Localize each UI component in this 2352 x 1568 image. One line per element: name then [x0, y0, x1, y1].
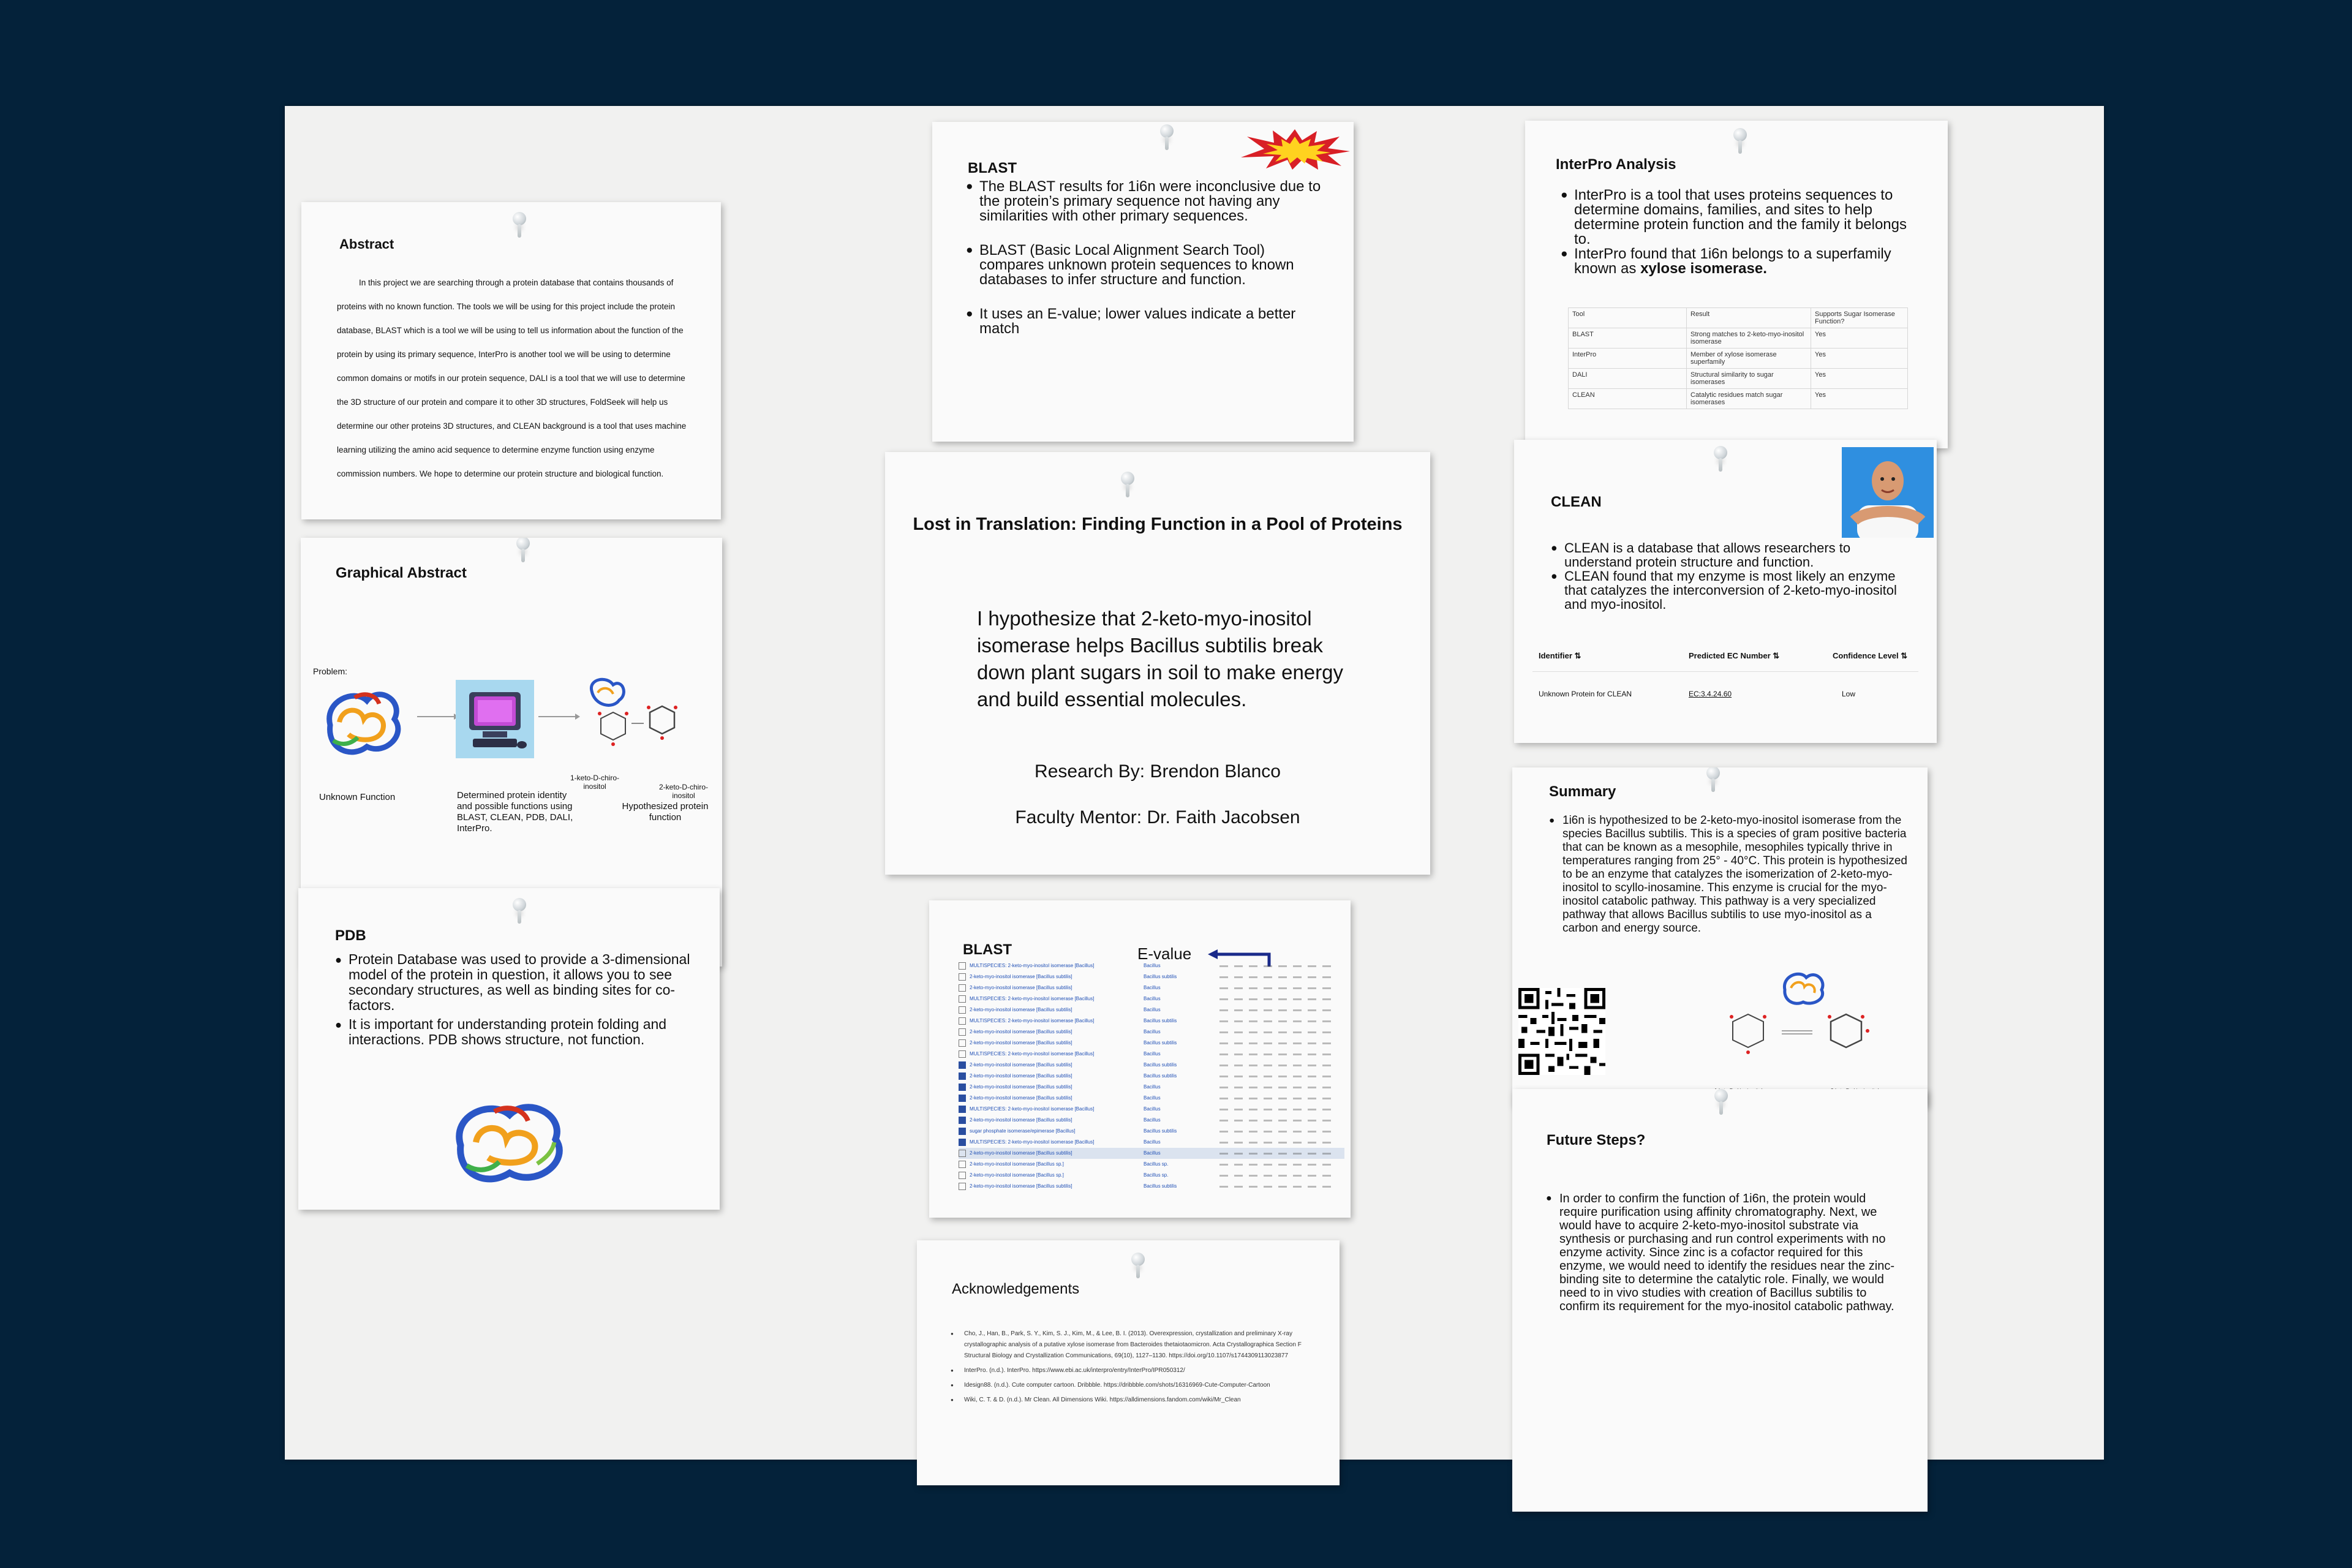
result-description-link[interactable]: MULTISPECIES: 2-keto-myo-inositol isomerase [Bacillus] [970, 996, 1095, 1001]
computer-cartoon-image [456, 680, 534, 758]
abstract-body: In this project we are searching through a protein database that contains thousands of proteins with no known function. The tools we will be using for this project include the protein database, BLAST which is a tool we will be using to tell us information about the function of the protein by using its primary sequence, InterPro is another tool we will be using to determine common domains or motifs in our protein sequence, DALI is a tool that we will use to determine the 3D structure of our protein and compare it to other 3D structures, FoldSeek will help us determine our other proteins 3D structures, and CLEAN background is a tool that uses machine learning utilizing the amino acid sequence to determine enzyme function using enzyme commission numbers. We hope to determine our protein structure and biological function. [337, 278, 687, 478]
title-card [885, 452, 1430, 875]
row-select-cell [959, 982, 1135, 993]
row-select-cell [959, 1049, 1135, 1060]
result-description-link[interactable]: 2-keto-myo-inositol isomerase [Bacillus subtilis] [970, 1073, 1072, 1079]
interpro-card [1525, 121, 1948, 448]
abstract-title: Abstract [339, 236, 394, 252]
row-checkbox[interactable] [959, 1106, 966, 1113]
clean-bullets [1551, 541, 1918, 611]
blast-info-title: BLAST [968, 160, 1017, 176]
result-scores [1219, 1031, 1336, 1033]
table-cell: Yes [1811, 369, 1908, 389]
row-select-cell [959, 1071, 1135, 1082]
row-checkbox[interactable] [959, 1061, 966, 1069]
result-organism-link[interactable]: Bacillus [1144, 1051, 1161, 1057]
pushpin [1121, 472, 1134, 485]
unknown-protein-image [318, 682, 410, 762]
interpro-bullets [1561, 188, 1922, 276]
summary-compounds-image [1714, 1003, 1886, 1065]
acknowledgements-card [917, 1240, 1340, 1485]
result-organism-link[interactable]: Bacillus [1144, 1095, 1161, 1101]
sort-icon[interactable]: ⇅ [1574, 651, 1581, 660]
compound1-label: 1-keto-D-chiro-inositol [570, 774, 620, 791]
result-scores [1219, 1054, 1336, 1055]
blast-result-row[interactable] [959, 1170, 1344, 1181]
result-description-link[interactable]: 2-keto-myo-inositol isomerase [Bacillus subtilis] [970, 1007, 1072, 1012]
result-organism-link[interactable]: Bacillus [1144, 1029, 1161, 1035]
blast-result-row[interactable] [959, 1016, 1344, 1027]
summary-bullets [1549, 814, 1910, 935]
future-steps-bullets [1546, 1192, 1907, 1313]
table-cell: Yes [1811, 328, 1908, 349]
clean-card [1514, 440, 1937, 743]
row-checkbox[interactable] [959, 1172, 966, 1179]
table-cell: Structural similarity to sugar isomerases [1687, 369, 1811, 389]
clean-bullet: ● CLEAN is a database that allows researchers to understand protein structure and function. [1551, 541, 1918, 569]
blast-result-row[interactable] [959, 1137, 1344, 1148]
column-identifier [1539, 651, 1581, 661]
row-checkbox[interactable] [959, 1039, 966, 1047]
pushpin [1733, 128, 1747, 141]
result-scores [1219, 1042, 1336, 1044]
column-ec-number [1689, 651, 1779, 661]
result-scores [1219, 1142, 1336, 1144]
protein-3d-model-image [445, 1093, 574, 1191]
row-select-cell [959, 1005, 1135, 1016]
hypothesis-text: I hypothesize that 2-keto-myo-inositol isomerase helps Bacillus subtilis break down plant sugars in soil to make energy and build essential molecules. [977, 607, 1343, 710]
pushpin [513, 212, 526, 225]
clean-row-identifier: Unknown Protein for CLEAN [1539, 690, 1632, 698]
row-checkbox[interactable] [959, 1006, 966, 1014]
result-organism-link[interactable]: Bacillus subtilis [1144, 1183, 1177, 1189]
arrow-icon [417, 710, 460, 723]
table-header: Supports Sugar Isomerase Function? [1811, 308, 1908, 328]
mr-clean-image [1842, 447, 1934, 538]
poster-title: Lost in Translation: Finding Function in a Pool of Proteins [913, 514, 1403, 534]
table-header: Tool [1569, 308, 1687, 328]
clean-title: CLEAN [1551, 494, 1602, 510]
row-select-cell [959, 1038, 1135, 1049]
result-scores [1219, 1131, 1336, 1133]
blast-result-row[interactable] [959, 982, 1344, 993]
row-checkbox[interactable] [959, 1161, 966, 1168]
reference-item: ● InterPro. (n.d.). InterPro. https://www.ebi.ac.uk/interpro/entry/InterPro/IPR050312/ [951, 1365, 1306, 1376]
blast-result-row[interactable] [959, 1181, 1344, 1192]
qr-code [1518, 988, 1605, 1075]
column-confidence [1833, 651, 1907, 661]
blast-result-row[interactable] [959, 1060, 1344, 1071]
result-scores [1219, 1009, 1336, 1011]
row-checkbox[interactable] [959, 1150, 966, 1157]
result-description-link[interactable]: 2-keto-myo-inositol isomerase [Bacillus subtilis] [970, 1117, 1072, 1123]
abstract-card [301, 202, 721, 519]
interpro-bullet: ● InterPro is a tool that uses proteins sequences to determine domains, families, and sites to help determine protein function and the family it belongs to. [1561, 188, 1922, 247]
faculty-mentor: Faculty Mentor: Dr. Faith Jacobsen [1015, 807, 1300, 827]
row-select-cell [959, 1137, 1135, 1148]
future-steps-card [1512, 1089, 1928, 1512]
result-organism-link[interactable]: Bacillus [1144, 1150, 1161, 1156]
pushpin [513, 898, 526, 911]
blast-result-row[interactable] [959, 1159, 1344, 1170]
result-organism-link[interactable]: Bacillus subtilis [1144, 1073, 1177, 1079]
blast-result-row[interactable] [959, 1104, 1344, 1115]
starburst-icon [1238, 128, 1352, 171]
row-checkbox[interactable] [959, 984, 966, 992]
pdb-card [298, 888, 720, 1210]
result-description-link[interactable]: sugar phosphate isomerase/epimerase [Bacillus] [970, 1128, 1076, 1134]
blast-info-bullets [966, 179, 1327, 336]
research-by: Research By: Brendon Blanco [1035, 761, 1281, 782]
reference-list [951, 1329, 1306, 1406]
table-header: Result [1687, 308, 1811, 328]
graphical-abstract-title: Graphical Abstract [336, 565, 467, 581]
acknowledgements-title: Acknowledgements [952, 1281, 1080, 1297]
blast-result-row[interactable] [959, 1148, 1344, 1159]
reference-item: ● Idesign88. (n.d.). Cute computer cartoon. Dribbble. https://dribbble.com/shots/16316969-Cute-Computer-Cartoon [951, 1380, 1306, 1391]
row-checkbox[interactable] [959, 1183, 966, 1190]
row-checkbox[interactable] [959, 1017, 966, 1025]
pushpin [1706, 767, 1720, 780]
row-select-cell [959, 1082, 1135, 1093]
blast-result-row[interactable] [959, 1126, 1344, 1137]
table-cell: Yes [1811, 389, 1908, 409]
result-description-link[interactable]: MULTISPECIES: 2-keto-myo-inositol isomerase [Bacillus] [970, 1106, 1095, 1112]
row-select-cell [959, 1027, 1135, 1038]
result-organism-link[interactable]: Bacillus subtilis [1144, 1040, 1177, 1046]
result-scores [1219, 1164, 1336, 1166]
result-description-link[interactable]: 2-keto-myo-inositol isomerase [Bacillus sp.] [970, 1161, 1064, 1167]
clean-row-confidence: Low [1842, 690, 1856, 698]
result-scores [1219, 1186, 1336, 1188]
result-description-link[interactable]: MULTISPECIES: 2-keto-myo-inositol isomerase [Bacillus] [970, 1139, 1095, 1145]
pdb-bullet: ● It is important for understanding protein folding and interactions. PDB shows structure, not function. [335, 1017, 690, 1047]
row-checkbox[interactable] [959, 1117, 966, 1124]
row-checkbox[interactable] [959, 1050, 966, 1058]
row-select-cell [959, 1093, 1135, 1104]
row-checkbox[interactable] [959, 1028, 966, 1036]
summary-bullet: ● 1i6n is hypothesized to be 2-keto-myo-inositol isomerase from the species Bacillus subtilis. This is a species of gram positive bacteria that can be known as a mesophile, mesophiles typically thrive in temperatures ranging from 25° - 40°C. This protein is hypothesized to be an enzyme that catalyzes the isomerization of 2-keto-myo-inositol to scyllo-inosamine. This enzyme is crucial for the myo-inositol catabolic pathway. This pathway is a very specialized pathway that allows Bacillus subtilis to use myo-inositol as a carbon and energy source. [1549, 814, 1910, 935]
xylose-isomerase-text: xylose isomerase. [1640, 260, 1767, 277]
result-organism-link[interactable]: Bacillus [1144, 985, 1161, 990]
result-description-link[interactable]: 2-keto-myo-inositol isomerase [Bacillus subtilis] [970, 974, 1072, 979]
row-select-cell [959, 1016, 1135, 1027]
row-checkbox[interactable] [959, 1095, 966, 1102]
result-description-link[interactable]: 2-keto-myo-inositol isomerase [Bacillus sp.] [970, 1172, 1064, 1178]
result-description-link[interactable]: MULTISPECIES: 2-keto-myo-inositol isomerase [Bacillus] [970, 963, 1095, 968]
row-select-cell [959, 1170, 1135, 1181]
pushpin [1160, 124, 1174, 138]
future-steps-bullet: ● In order to confirm the function of 1i6n, the protein would require purification using affinity chromatography. Next, we would have to acquire 2-keto-myo-inositol substrate via synthesis or purchasing and run control experiments with no enzyme activity. Since zinc is a cofactor required for this enzyme, we would need to identify the residues near the zinc-binding site to determine the catalytic role. Finally, we would need to in vivo studies with creation of Bacillus subtilis to confirm its requirement for the myo-inositol catabolic pathway. [1546, 1192, 1907, 1313]
result-description-link[interactable]: 2-keto-myo-inositol isomerase [Bacillus subtilis] [970, 1150, 1072, 1156]
row-checkbox[interactable] [959, 1128, 966, 1135]
row-select-cell [959, 1060, 1135, 1071]
table-cell: Strong matches to 2-keto-myo-inositol isomerase [1687, 328, 1811, 349]
blast-bullet: ● The BLAST results for 1i6n were inconclusive due to the protein’s primary sequence not having any similarities with other primary sequences. [966, 179, 1327, 224]
result-organism-link[interactable]: Bacillus [1144, 1106, 1161, 1112]
table-cell: Yes [1811, 349, 1908, 369]
hypothesized-label: Hypothesized protein function [622, 801, 709, 823]
interpro-tool-table [1568, 307, 1908, 409]
protein-with-compounds-image [579, 676, 687, 764]
table-cell: DALI [1569, 369, 1687, 389]
result-scores [1219, 1020, 1336, 1022]
unknown-function-label: Unknown Function [319, 792, 396, 802]
row-select-cell [959, 1181, 1135, 1192]
row-checkbox[interactable] [959, 1084, 966, 1091]
pdb-title: PDB [335, 927, 366, 944]
reference-item: ● Wiki, C. T. & D. (n.d.). Mr Clean. All Dimensions Wiki. https://alldimensions.fandom.com/wiki/Mr_Clean [951, 1395, 1306, 1406]
blast-result-row[interactable] [959, 1082, 1344, 1093]
blast-result-row[interactable] [959, 960, 1344, 971]
sort-icon[interactable]: ⇅ [1901, 651, 1908, 660]
blast-result-row[interactable] [959, 993, 1344, 1005]
result-organism-link[interactable]: Bacillus sp. [1144, 1172, 1169, 1178]
result-scores [1219, 1087, 1336, 1088]
summary-card [1512, 767, 1928, 1106]
result-description-link[interactable]: 2-keto-myo-inositol isomerase [Bacillus subtilis] [970, 1183, 1072, 1189]
determined-label: Determined protein identity and possible functions using BLAST, CLEAN, PDB, DALI, InterPro. [457, 790, 573, 834]
column-label: Confidence Level [1833, 651, 1899, 660]
blast-result-row[interactable] [959, 1071, 1344, 1082]
poster-board [285, 106, 2104, 1460]
row-checkbox[interactable] [959, 962, 966, 970]
blast-result-row[interactable] [959, 971, 1344, 982]
clean-row-ec-link[interactable]: EC:3.4.24.60 [1689, 690, 1732, 698]
row-checkbox[interactable] [959, 1139, 966, 1146]
row-select-cell [959, 1159, 1135, 1170]
result-scores [1219, 987, 1336, 989]
result-description-link[interactable]: 2-keto-myo-inositol isomerase [Bacillus subtilis] [970, 1062, 1072, 1068]
result-scores [1219, 965, 1336, 967]
result-description-link[interactable]: 2-keto-myo-inositol isomerase [Bacillus subtilis] [970, 1029, 1072, 1035]
table-cell: Catalytic residues match sugar isomerases [1687, 389, 1811, 409]
result-organism-link[interactable]: Bacillus [1144, 996, 1161, 1001]
result-organism-link[interactable]: Bacillus [1144, 1084, 1161, 1090]
row-select-cell [959, 1115, 1135, 1126]
row-checkbox[interactable] [959, 995, 966, 1003]
result-organism-link[interactable]: Bacillus [1144, 1139, 1161, 1145]
clean-bullet: ● CLEAN found that my enzyme is most likely an enzyme that catalyzes the interconversion of 2-keto-myo-inositol and myo-inositol. [1551, 569, 1918, 611]
row-select-cell [959, 1148, 1135, 1159]
pdb-bullets [335, 952, 690, 1047]
result-description-link[interactable]: 2-keto-myo-inositol isomerase [Bacillus subtilis] [970, 1040, 1072, 1046]
result-scores [1219, 1153, 1336, 1155]
summary-title: Summary [1549, 783, 1616, 800]
row-select-cell [959, 1126, 1135, 1137]
result-description-link[interactable]: MULTISPECIES: 2-keto-myo-inositol isomerase [Bacillus] [970, 1018, 1095, 1023]
interpro-title: InterPro Analysis [1556, 156, 1676, 173]
result-organism-link[interactable]: Bacillus subtilis [1144, 1062, 1177, 1068]
blast-result-row[interactable] [959, 1005, 1344, 1016]
row-select-cell [959, 993, 1135, 1005]
row-select-cell [959, 1104, 1135, 1115]
result-scores [1219, 1076, 1336, 1077]
sort-icon[interactable]: ⇅ [1773, 651, 1780, 660]
result-organism-link[interactable]: Bacillus [1144, 1117, 1161, 1123]
result-organism-link[interactable]: Bacillus subtilis [1144, 974, 1177, 979]
result-organism-link[interactable]: Bacillus sp. [1144, 1161, 1169, 1167]
blast-info-card [932, 122, 1354, 442]
result-organism-link[interactable]: Bacillus [1144, 963, 1161, 968]
result-organism-link[interactable]: Bacillus [1144, 1007, 1161, 1012]
interpro-bullet [1561, 247, 1922, 276]
row-select-cell [959, 960, 1135, 971]
row-checkbox[interactable] [959, 1072, 966, 1080]
blast-results-title: BLAST [963, 941, 1012, 958]
blast-result-row[interactable] [959, 1049, 1344, 1060]
pushpin [1714, 1089, 1728, 1102]
pdb-bullet: ● Protein Database was used to provide a 3-dimensional model of the protein in question, it allows you to see secondary structures, as well as binding sites for co-factors. [335, 952, 690, 1013]
pushpin [1714, 446, 1727, 459]
result-scores [1219, 1065, 1336, 1066]
evalue-label: E-value [1137, 944, 1192, 963]
result-scores [1219, 1175, 1336, 1177]
result-organism-link[interactable]: Bacillus subtilis [1144, 1128, 1177, 1134]
column-label: Identifier [1539, 651, 1572, 660]
result-organism-link[interactable]: Bacillus subtilis [1144, 1018, 1177, 1023]
result-scores [1219, 998, 1336, 1000]
result-scores [1219, 1109, 1336, 1110]
blast-results-table [959, 960, 1344, 1192]
compound2-label: 2-keto-D-chiro-inositol [659, 783, 709, 800]
blast-result-row[interactable] [959, 1093, 1344, 1104]
blast-result-row[interactable] [959, 1027, 1344, 1038]
column-label: Predicted EC Number [1689, 651, 1771, 660]
table-cell: Member of xylose isomerase superfamily [1687, 349, 1811, 369]
row-checkbox[interactable] [959, 973, 966, 981]
result-description-link[interactable]: 2-keto-myo-inositol isomerase [Bacillus subtilis] [970, 985, 1072, 990]
summary-protein-image [1779, 968, 1828, 1006]
blast-result-row[interactable] [959, 1038, 1344, 1049]
table-cell: CLEAN [1569, 389, 1687, 409]
reference-item: ● Cho, J., Han, B., Park, S. Y., Kim, S. J., Kim, M., & Lee, B. I. (2013). Overexpression, crystallization and preliminary X-ray crystallographic analysis of a putative xylose isomerase from Bacteroides thetaiotaomicron. Acta Crystallographica Section F Structural Biology and Crystallization Communications, 69(10), 1127–1130. https://doi.org/10.1107/s1744309113023877 [951, 1329, 1306, 1362]
pushpin [516, 538, 530, 550]
blast-bullet: ● BLAST (Basic Local Alignment Search Tool) compares unknown protein sequences to known databases to infer structure and function. [966, 243, 1327, 287]
future-steps-title: Future Steps? [1547, 1132, 1646, 1148]
result-scores [1219, 1098, 1336, 1099]
interpro-bullet-text: InterPro found that 1i6n belongs to a superfamily known as [1574, 246, 1891, 277]
pushpin [1131, 1253, 1145, 1266]
blast-results-card [929, 900, 1351, 1218]
result-description-link[interactable]: MULTISPECIES: 2-keto-myo-inositol isomerase [Bacillus] [970, 1051, 1095, 1057]
result-scores [1219, 976, 1336, 978]
result-scores [1219, 1120, 1336, 1121]
table-cell: BLAST [1569, 328, 1687, 349]
arrow-icon [538, 710, 581, 723]
table-cell: InterPro [1569, 349, 1687, 369]
blast-result-row[interactable] [959, 1115, 1344, 1126]
result-description-link[interactable]: 2-keto-myo-inositol isomerase [Bacillus subtilis] [970, 1095, 1072, 1101]
problem-label: Problem: [313, 666, 348, 676]
blast-bullet: ● It uses an E-value; lower values indicate a better match [966, 307, 1327, 336]
divider [1532, 671, 1918, 672]
row-select-cell [959, 971, 1135, 982]
result-description-link[interactable]: 2-keto-myo-inositol isomerase [Bacillus subtilis] [970, 1084, 1072, 1090]
